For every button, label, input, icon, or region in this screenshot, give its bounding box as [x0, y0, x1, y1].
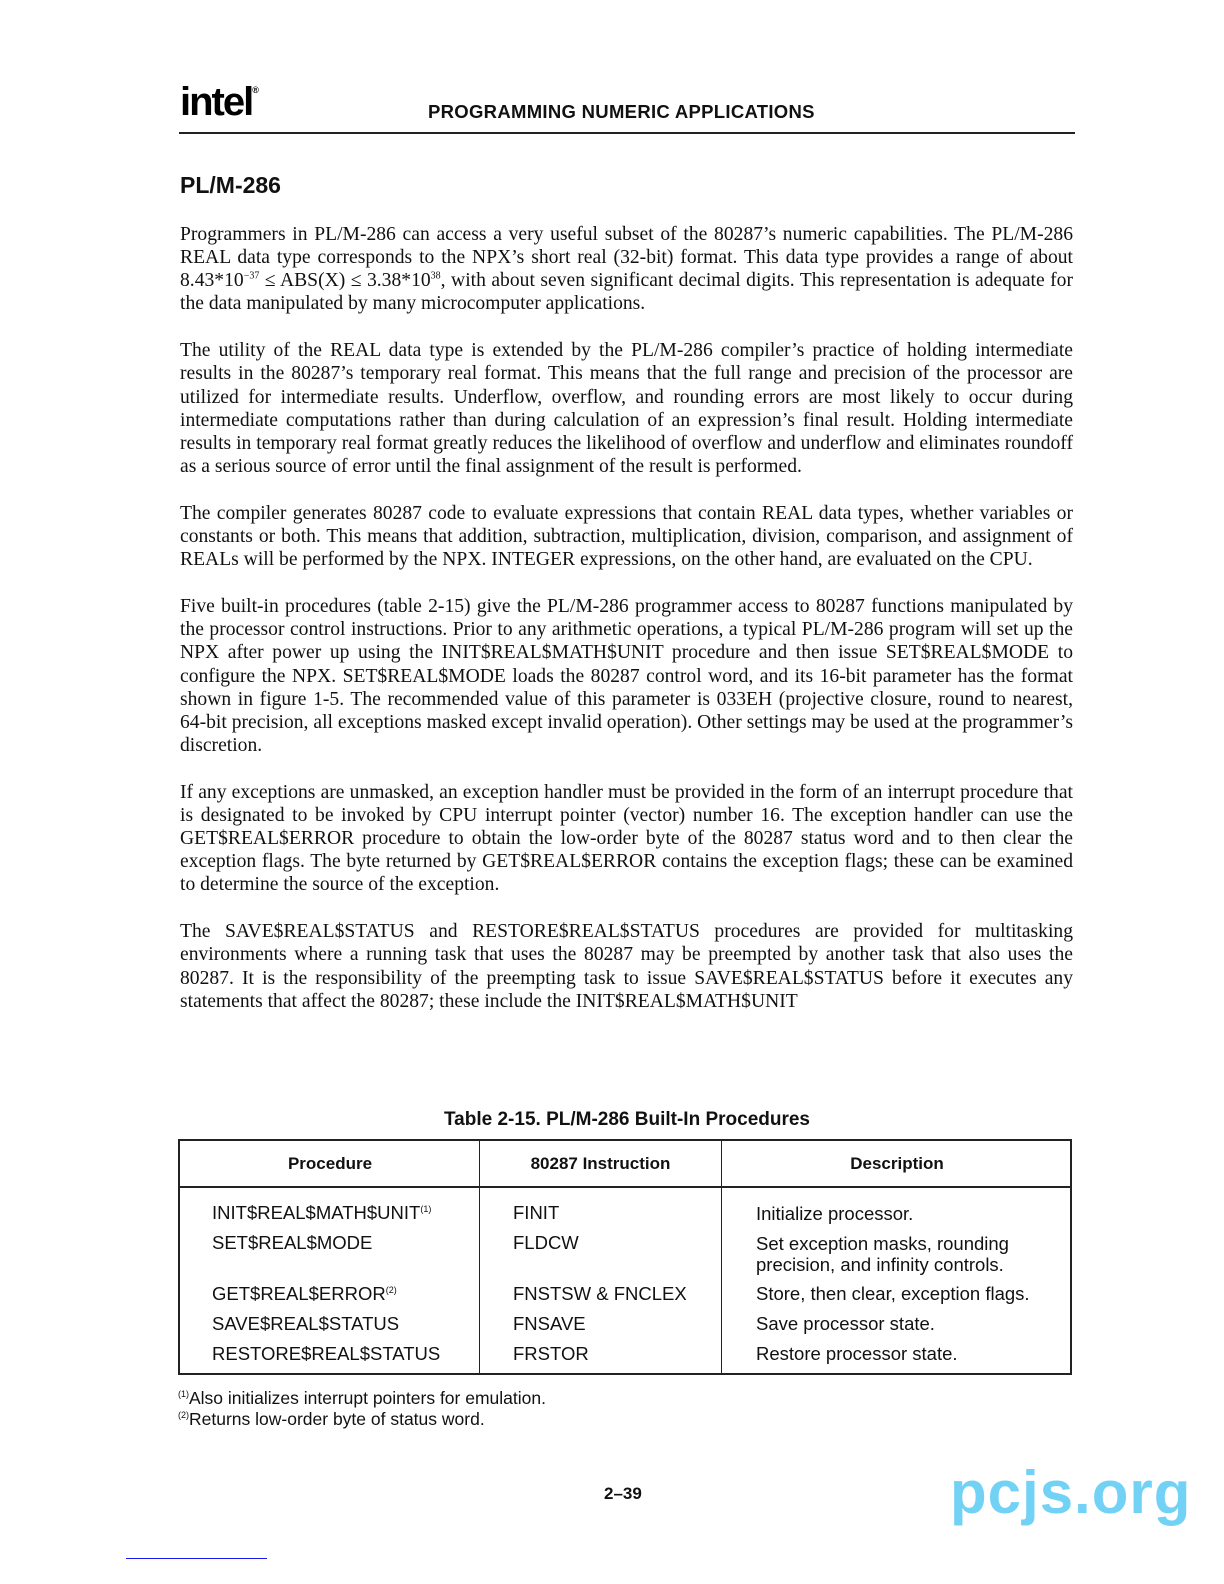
section-title: PL/M-286 [180, 172, 281, 198]
cell-description: Set exception masks, rounding precision, and infinity controls. [756, 1233, 1009, 1275]
header-rule [179, 132, 1075, 134]
paragraph-5: If any exceptions are unmasked, an exception handler must be provided in the form of an interrupt procedure that is designated to be invoked by CPU interrupt pointer (vector) number 16. The exception handler can use the GET$REAL$ERROR procedure to obtain the low-order byte of the 80287 status word and to then clear the exception flags. The byte returned by GET$REAL$ERROR contains the exception flags; these can be examined to determine the source of the exception. [180, 781, 1073, 896]
cell-procedure: SAVE$REAL$STATUS [212, 1313, 400, 1334]
paragraph-4: Five built-in procedures (table 2-15) give the PL/M-286 programmer access to 80287 functions manipulated by the processor control instructions. Prior to any arithmetic operations, a typical PL/M-286 program will set up the NPX after power up using the INIT$REAL$MATH$UNIT procedure and then issue SET$REAL$MODE to configure the NPX. SET$REAL$MODE loads the 80287 control word, and its 16-bit parameter has the format shown in figure 1-5. The recommended value of this parameter is 033EH (projective closure, round to nearest, 64-bit precision, all exceptions masked except invalid operation). Other settings may be used at the programmer’s discretion. [180, 596, 1073, 756]
cell-procedure: INIT$REAL$MATH$UNIT$^{(1)}$ [212, 1202, 432, 1223]
paragraph-3: The compiler generates 80287 code to evaluate expressions that contain REAL data types, whether variables or constants or both. This means that addition, subtraction, multiplication, division, comparison, and assignment of REALs will be performed by the NPX. INTEGER expressions, on the other hand, are evaluated on the CPU. [180, 502, 1073, 571]
paragraph-2: The utility of the REAL data type is extended by the PL/M-286 compiler’s practice of holding intermediate results in the 80287’s temporary real format. This means that the full range and precision of the processor are utilized for intermediate results. Underflow, overflow, and rounding errors are most likely to occur during intermediate computations rather than during calculation of an expression’s final result. Holding intermediate results in temporary real format greatly reduces the likelihood of overflow and underflow and eliminates roundoff as a serious source of error until the final assignment of the result is performed. [180, 340, 1073, 477]
bottom-rule [126, 1558, 267, 1559]
cell-instruction: FNSTSW & FNCLEX [513, 1283, 687, 1304]
cell-description: Store, then clear, exception flags. [756, 1283, 1030, 1304]
body-text [180, 223, 1073, 1013]
cell-procedure: RESTORE$REAL$STATUS [212, 1343, 441, 1364]
cell-instruction: FINIT [513, 1202, 560, 1223]
table-caption: Table 2-15. PL/M-286 Built-In Procedures [443, 1109, 811, 1130]
cell-description: Restore processor state. [756, 1343, 958, 1364]
paragraph-6: The SAVE$REAL$STATUS and RESTORE$REAL$STATUS procedures are provided for multitasking environments where a running task that uses the 80287 may be preempted by another task that also uses the 80287. It is the responsibility of the preempting task to issue SAVE$REAL$STATUS before it executes any statements that affect the 80287; these include the INIT$REAL$MATH$UNIT [180, 921, 1073, 1012]
footnote-1: $^{(1)}$Also initializes interrupt pointers for emulation. [178, 1388, 546, 1408]
watermark: pcjs.org [950, 1459, 1192, 1526]
intel-logo: intel® [180, 80, 259, 124]
page-number: 2–39 [604, 1484, 642, 1503]
column-divider [479, 1141, 480, 1373]
cell-procedure: SET$REAL$MODE [212, 1232, 373, 1253]
running-head: PROGRAMMING NUMERIC APPLICATIONS [428, 101, 815, 122]
column-divider [721, 1141, 722, 1373]
cell-instruction: FNSAVE [513, 1313, 586, 1334]
header-description: Description [850, 1154, 944, 1173]
cell-instruction: FRSTOR [513, 1343, 589, 1364]
procedures-table [178, 1139, 1072, 1375]
footnotes [178, 1388, 546, 1430]
header-procedure: Procedure [287, 1154, 373, 1173]
header-divider [180, 1186, 1070, 1188]
cell-procedure: GET$REAL$ERROR$^{(2)}$ [212, 1283, 397, 1304]
cell-description: Initialize processor. [756, 1203, 914, 1224]
cell-instruction: FLDCW [513, 1232, 579, 1253]
paragraph-1: Programmers in PL/M-286 can access a very useful subset of the 80287’s numeric capabilities. The PL/M-286 REAL data type corresponds to the NPX’s short real (32-bit) format. This data type provides a range of about $8.43*10^{-37} \le ABS(X) \le 3.38*10^{38}$, with about seven significant decimal digits. This representation is adequate for the data manipulated by many microcomputer applications. [180, 224, 1073, 315]
header-instruction: 80287 Instruction [530, 1154, 671, 1173]
cell-description: Save processor state. [756, 1313, 935, 1334]
registered-mark: ® [252, 85, 259, 95]
footnote-2: $^{(2)}$Returns low-order byte of status word. [178, 1409, 485, 1429]
